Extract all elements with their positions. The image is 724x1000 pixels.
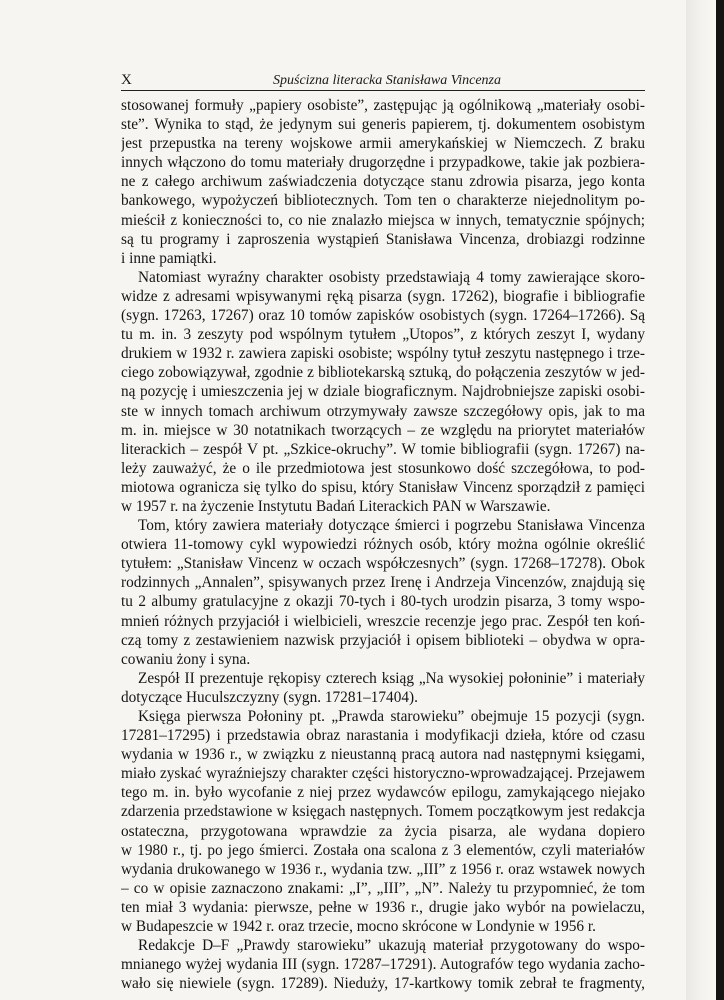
text-line: mnień różnych przyjaciół i wielbicieli, wreszcie recenzje jego prac. Zespół ten koń- (121, 612, 645, 630)
text-line: ciego zobowiązywał, zgodnie z bibliotekarską sztuką, do połączenia zeszytów w jed- (121, 364, 645, 382)
text-line: literackich – zespół V pt. „Szkice-okruchy”. W tomie bibliografii (sygn. 17267) na- (121, 440, 645, 458)
body-text (121, 96, 645, 993)
text-line: miotowa ogranicza się tylko do spisu, który Stanisław Vincenz sporządził z pamięci (121, 478, 645, 496)
page-number: X (121, 72, 133, 88)
text-line: tytułem: „Stanisław Vincenz w oczach współczesnych” (sygn. 17268–17278). Obok (121, 555, 645, 573)
text-line: ten miał 3 wydania: pierwsze, pełne w 1936 r., drugie jako wybór na powielaczu, (121, 898, 645, 916)
text-line: tu m. in. 3 zeszyty pod wspólnym tytułem „Utopos”, z których zeszyt I, wydany (121, 326, 645, 344)
text-line: mieścił z konieczności to, co nie znalazło miejsca w innych, tematycznie spójnych; (121, 211, 645, 229)
text-line: Natomiast wyraźny charakter osobisty przedstawiają 4 tomy zawierające skoro- (138, 268, 645, 286)
text-line: w 1980 r., tj. po jego śmierci. Została ona scalona z 3 elementów, czyli materiałów (121, 841, 645, 859)
text-line: rodzinnych „Annalen”, spisywanych przez Irenę i Andrzeja Vincenzów, znajdują się (121, 574, 645, 592)
text-line: wydania w 1936 r., w związku z nieustanną pracą autora nad następnymi księgami, (121, 746, 645, 764)
running-title: Spuścizna literacka Stanisława Vincenza (273, 73, 501, 88)
text-line: ne z całego archiwum zaświadczenia dotyczące stanu zdrowia pisarza, jego konta (121, 173, 645, 191)
text-line: ostateczna, przygotowana wprawdzie za życia pisarza, ale wydana dopiero (121, 822, 645, 840)
scan-border (716, 0, 724, 1000)
text-line: Zespół II prezentuje rękopisy czterech ksiąg „Na wysokiej połoninie” i materiały (138, 669, 645, 687)
text-line: innych włączono do tomu materiały drugorzędne i przypadkowe, takie jak pozbiera- (121, 154, 645, 172)
text-line: leży zauważyć, że o ile przedmiotowa jest stosunkowo dość szczegółowa, to pod- (121, 459, 645, 477)
text-line: mnianego wyżej wydania III (sygn. 17287–17291). Autografów tego wydania zacho- (121, 956, 645, 974)
text-line: m. in. miejsce w 30 notatnikach tworzących – ze względu na priorytet materiałów (121, 421, 645, 439)
text-line: w 1957 r. na życzenie Instytutu Badań Literackich PAN w Warszawie. (121, 497, 551, 515)
text-line: – co w opisie zaznaczono znakami: „I”, „III”, „N”. Należy tu przypomnieć, że tom (121, 879, 645, 897)
text-line: Tom, który zawiera materiały dotyczące śmierci i pogrzebu Stanisława Vincenza (138, 517, 645, 535)
text-line: są tu programy i zaproszenia wystąpień Stanisława Vincenza, drobiazgi rodzinne (121, 230, 645, 248)
page-header (121, 72, 645, 91)
text-line: otwiera 11-tomowy cykl wypowiedzi różnych osób, który można ogólnie określić (121, 536, 645, 554)
text-line: Księga pierwsza Połoniny pt. „Prawda starowieku” obejmuje 15 pozycji (sygn. (138, 708, 645, 725)
text-line: w Budapeszcie w 1942 r. oraz trzecie, mocno skrócone w Londynie w 1956 r. (121, 918, 596, 936)
text-line: ste w innych tomach archiwum otrzymywały zawsze szczegółowy opis, jak to ma (121, 402, 645, 420)
text-line: (sygn. 17263, 17267) oraz 10 tomów zapisków osobistych (sygn. 17264–17266). Są (121, 307, 645, 325)
text-line: dotyczące Huculszczyzny (sygn. 17281–17404). (121, 688, 418, 706)
text-line: czą tomy z zestawieniem nazwisk przyjaciół i opisem biblioteki – obydwa w opra- (121, 631, 645, 649)
text-line: ste”. Wynika to stąd, że jedynym sui generis papierem, tj. dokumentem osobistym (121, 116, 645, 134)
text-line: zdarzenia przedstawione w księgach następnych. Tomem początkowym jest redakcja (121, 803, 645, 821)
text-line: tu 2 albumy gratulacyjne z okazji 70-tych i 80-tych urodzin pisarza, 3 tomy wspo- (121, 593, 645, 611)
text-line: stosowanej formuły „papiery osobiste”, zastępując ją ogólnikową „materiały osobi- (121, 97, 645, 114)
text-line: 17281–17295) i przedstawia obraz narastania i modyfikacji dzieła, które od czasu (121, 727, 645, 745)
text-line: wało się niewiele (sygn. 17289). Nieduży, 17-kartkowy tomik zebrał te fragmenty, (121, 975, 645, 993)
text-line: wydania drukowanego w 1936 r., wydania tzw. „III” z 1956 r. oraz wstawek nowych (121, 860, 645, 878)
text-line: cowaniu żony i syna. (121, 650, 251, 668)
text-line: drukiem w 1932 r. zawiera zapiski osobiste; wspólny tytuł zeszytu następnego i trze- (121, 345, 645, 363)
text-line: bankowego, wypożyczeń bibliotecznych. Tom ten o charakterze niejednolitym po- (121, 192, 645, 210)
text-line: ną pozycję i umieszczenia jej w dziale biograficznym. Najdrobniejsze zapiski osobi- (121, 383, 645, 401)
text-line: i inne pamiątki. (121, 249, 217, 267)
text-line: miało zyskać wyraźniejszy charakter części historyczno-wprowadzającej. Przejawem (121, 765, 645, 783)
text-line: widze z adresami wpisywanymi ręką pisarza (sygn. 17262), biografie i bibliografie (121, 287, 645, 305)
text-line: jest przepustka na tereny wojskowe armii amerykańskiej w Niemczech. Z braku (121, 135, 645, 153)
text-line: Redakcje D–F „Prawdy starowieku” ukazują materiał przygotowany do wspo- (138, 937, 645, 955)
text-line: tego m. in. było wycofanie z niej przez wydawców epilogu, zamykającego niejako (121, 784, 645, 802)
